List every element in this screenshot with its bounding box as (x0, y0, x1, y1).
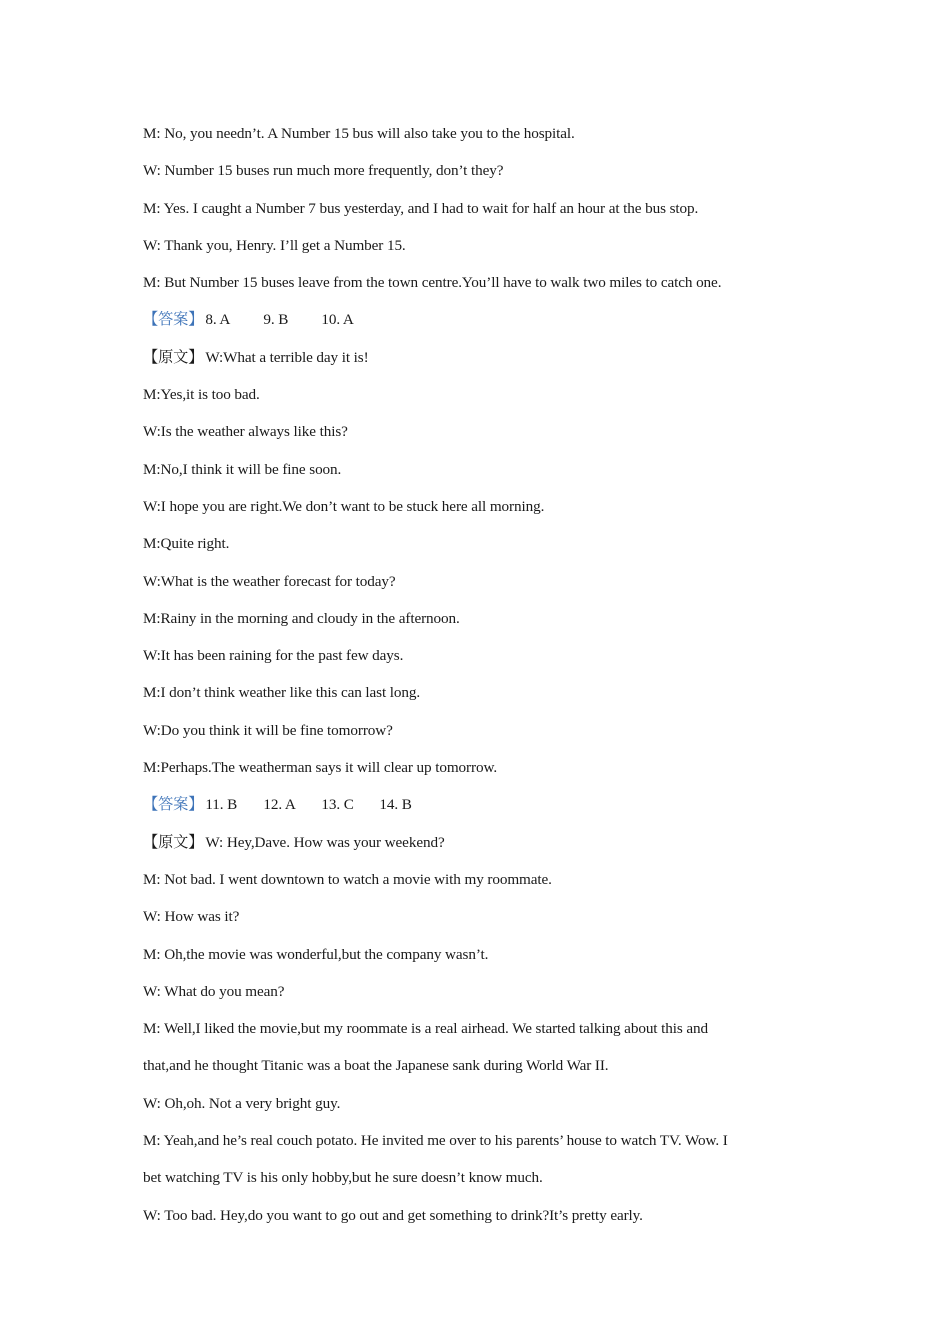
transcript-first-line: W: Hey,Dave. How was your weekend? (205, 833, 445, 851)
dialogue-line: M: Yes. I caught a Number 7 bus yesterday, and I had to wait for half an hour at the bus stop. (143, 199, 699, 217)
dialogue-line: W: Number 15 buses run much more frequently, don’t they? (143, 162, 504, 180)
answer-item: 12. A (263, 796, 296, 814)
dialogue-line: M:Rainy in the morning and cloudy in the afternoon. (143, 609, 460, 627)
dialogue-line: M:Quite right. (143, 535, 230, 553)
answer-tag: 【答案】 (143, 311, 204, 329)
transcript-tag: 【原文】 (143, 833, 204, 851)
answer-tag: 【答案】 (143, 796, 204, 814)
dialogue-line: bet watching TV is his only hobby,but he sure doesn’t know much. (143, 1169, 543, 1187)
dialogue-line: W:I hope you are right.We don’t want to be stuck here all morning. (143, 497, 545, 515)
transcript-first-line: W:What a terrible day it is! (205, 348, 369, 366)
answer-item: 13. C (321, 796, 354, 814)
dialogue-line: W:Do you think it will be fine tomorrow? (143, 721, 393, 739)
dialogue-line: W: Oh,oh. Not a very bright guy. (143, 1094, 341, 1112)
answer-line (143, 307, 823, 344)
answer-item: 10. A (321, 311, 354, 329)
dialogue-line: W: Too bad. Hey,do you want to go out and get something to drink?It’s pretty early. (143, 1206, 643, 1224)
dialogue-line: M: But Number 15 buses leave from the town centre.You’ll have to walk two miles to catch one. (143, 274, 722, 292)
dialogue-line: M: Yeah,and he’s real couch potato. He invited me over to his parents’ house to watch TV. Wow. I (143, 1132, 728, 1150)
dialogue-line: M:No,I think it will be fine soon. (143, 460, 342, 478)
dialogue-line: M: No, you needn’t. A Number 15 bus will also take you to the hospital. (143, 125, 575, 142)
dialogue-line: M: Well,I liked the movie,but my roommate is a real airhead. We started talking about this and (143, 1020, 708, 1038)
transcript-line (143, 830, 823, 867)
dialogue-line: M: Oh,the movie was wonderful,but the company wasn’t. (143, 945, 489, 963)
answer-item: 8. A (205, 311, 231, 329)
dialogue-line: W:What is the weather forecast for today? (143, 572, 396, 590)
answer-line (143, 792, 823, 829)
answer-item: 11. B (205, 796, 238, 814)
document-page (143, 121, 823, 1240)
transcript-tag: 【原文】 (143, 348, 204, 366)
dialogue-line: M: Not bad. I went downtown to watch a movie with my roommate. (143, 870, 552, 888)
answer-item: 14. B (379, 796, 412, 814)
dialogue-line: W:Is the weather always like this? (143, 423, 348, 441)
dialogue-line: M:Yes,it is too bad. (143, 386, 260, 404)
answer-item: 9. B (263, 311, 289, 329)
dialogue-line: W:It has been raining for the past few days. (143, 647, 404, 665)
dialogue-line: M:Perhaps.The weatherman says it will clear up tomorrow. (143, 759, 498, 777)
dialogue-line: M:I don’t think weather like this can last long. (143, 684, 421, 702)
dialogue-line: that,and he thought Titanic was a boat the Japanese sank during World War II. (143, 1057, 609, 1075)
dialogue-line: W: How was it? (143, 908, 240, 926)
dialogue-line: W: Thank you, Henry. I’ll get a Number 15. (143, 236, 406, 254)
transcript-line (143, 345, 823, 382)
dialogue-line: W: What do you mean? (143, 982, 285, 1000)
